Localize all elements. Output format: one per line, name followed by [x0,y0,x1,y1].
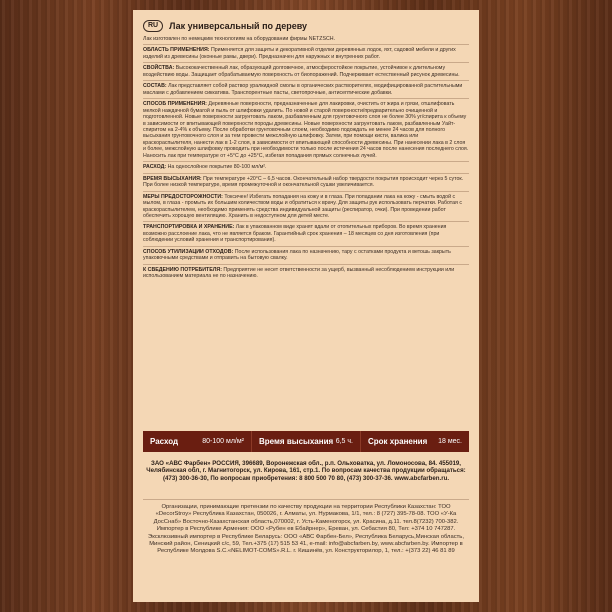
section-text: На однослойное покрытие 80-100 мл/м². [166,164,267,171]
product-title: Лак универсальный по дереву [169,21,308,31]
section-storage [143,221,469,243]
spec-label: Время высыхания [259,436,334,446]
section-properties [143,62,469,78]
section-heading: ОБЛАСТЬ ПРИМЕНЕНИЯ: [143,47,210,54]
spec-value: 18 мес. [438,438,462,445]
section-composition [143,80,469,96]
section-text: Применяется для защиты и декоративной отделки деревянных лодок, яхт, садовой мебели и других изделий из древесины (оконные рамы, двери). Предназначен для наружных и внутренних работ. [143,47,456,60]
section-heading: ТРАНСПОРТИРОВКА И ХРАНЕНИЕ: [143,224,235,231]
divider [143,499,469,500]
intro-text: Лак изготовлен по немецким технологиям на оборудовании фирмы NETZSCH. [143,36,336,42]
section-text: Деревянные поверхности, предназначенные для лакировки, очистить от жира и грязи, отшлифовать мелкой наждачной бумагой и пыль от шлифовки удалить. По новой и старой поверхности/предварительно очищенной и подготовленной. Новые поверхности загрунтовать лаком, разбавленным для грунтовочного слоя не более 30% уг/спирита к объему в зависимости от впитывающей поверхности породы древесины. Новые поверхности загрунтовать лаком, разбавленным Уайт-спиритом на 2-4% к объему. После обработки грунтовочным слоем, необходимо подождать не менее 24 часов для полного высыхания грунтовочного слоя и за тем провести межслойную шлифовку. Затем, при помощи кисти, валика или краскораспылителя, нанести лак в 1-2 слоя, в зависимости от впитывающей способности древесины. При нанесении лака в 2 слоя и более, межслойную шлифовку проводить при необходимости только после истечения 24 часов после нанесения последнего слоя. Наносить лак при температуре от +5°С до +25°С, избегая попадания прямых солнечных лучей. [143,101,469,159]
section-notice [143,264,469,280]
spec-value: 80-100 мл/м² [202,438,244,445]
instructions-body [143,36,469,280]
section-heading: СВОЙСТВА: [143,65,175,72]
spec-shelf-life [361,431,469,452]
section-heading: РАСХОД: [143,164,167,171]
section-text: Лак представляет собой раствор уралкидной смолы в органических растворителях, модифицированной растительными маслами с добавлением сиккатива. Транспорентные пасты, светопрочные, антисептические добавки. [143,83,463,96]
section-heading: СОСТАВ: [143,83,167,90]
label-header [143,19,307,33]
spec-label: Расход [150,436,179,446]
section-disposal [143,246,469,262]
section-area [143,44,469,60]
section-heading: МЕРЫ ПРЕДОСТОРОЖНОСТИ: [143,193,223,200]
spec-label: Срок хранения [368,436,428,446]
spec-drying [252,431,361,452]
section-heading: СПОСОБ ПРИМЕНЕНИЯ: [143,101,207,108]
section-text: Лак в упакованном виде хранят вдали от отопительных приборов. Во время хранения возможно расслоение лака, что не является браком. Гарантийный срок хранения – 18 месяцев со дня изготовления (при соблюдении условий хранения и транспортирования). [143,224,447,244]
manufacturer-info: ЗАО «АВС Фарбен» РОССИЯ, 396689, Воронежская обл., р.п. Ольховатка, ул. Ломоносова, 84. 455019, Челябинская обл, г. Магнитогорск, ул. Кирова, 161, стр.1. По вопросам качества продукции обращаться: (473) 300-36-30, По вопросам приобретения: 8 800 500 70 80, (473) 300-37-36. www.abcfarben.ru. [146,460,466,482]
spec-consumption [143,431,252,452]
section-drying [143,173,469,189]
label-panel [133,10,479,602]
section-text: Предприятие не несет ответственности за ущерб, вызванный несоблюдением инструкции или использованием материала не по назначению. [143,266,455,280]
section-consumption [143,161,469,170]
section-text: После использования лака по назначению, тару с остатками продукта и ветошь закрыть упаковочными средствами и отправить на бытовую свалку. [143,248,451,262]
specs-bar [143,431,469,452]
section-heading: ВРЕМЯ ВЫСЫХАНИЯ: [143,175,202,182]
language-badge: RU [143,20,163,32]
section-text: При температуре +20°С – 6,5 часов. Окончательный набор твердости покрытия происходит через 5 суток. При более низкой температуре, время промежуточной и окончательной сушки увеличивается. [143,175,464,189]
section-text: Токсичен! Избегать попадания на кожу и в глаза. При попадании лака на кожу - смыть водой с мылом, в глаза - промыть их большим количеством воды и обратиться к врачу. Для защиты рук использовать перчатки. Работая с краскораспылителем, необходимо применять средства индивидуальной защиты (респиратор, очки). При проведении работ обеспечить хорошую вентиляцию. Хранить в недоступном для детей месте. [143,193,462,219]
section-method [143,98,469,159]
section-heading: К СВЕДЕНИЮ ПОТРЕБИТЕЛЯ: [143,266,222,273]
section-text: Высококачественный лак, образующий долговечное, атмосферостойкое покрытие, устойчивое к длительному воздействию воды. Защищает обрабатываемую поверхность от биопоражений. Подчеркивает естественный рисунок древесины. [143,65,460,78]
importers-info: Организации, принимающие претензии по качеству продукции на территории Республики Казахстан: ТОО «DecorStroy» Республика Казахстан, 050026, г. Алматы, ул. Нурмакова, 1/1, тел.: 8 (727) 395-78-08. ТОО «У-Ка ДосСнаб» Восточно-Казахстанская область,070002, г. Усть-Каменогорск, ул. Красина, д.11. тел.8(7232) 700-382. Импортер в Республике Армения: ООО «Рубен ев Ебайрнер», Ереван, ул. Себастия 80, Тел: +374 10 747287. Эксклюзивный импортер в Республике Беларусь: ООО «АВС Фарбен-Бел», Республика Беларусь,Минская область, Минский район, Сеницкий с/с, 59, Тел.+375 (17) 515 53 41, e-mail: info@abcfarben.by, www.abcfarben.by. Импортер в Республике Молдова S.C.«NELIMOT-COMS».R.L. г. Кишинёв, ул. Конструкторилор, 1, тел.: +(373 22) 46 81 89 [148,504,464,555]
section-heading: СПОСОБ УТИЛИЗАЦИИ ОТХОДОВ: [143,248,234,255]
spec-value: 6,5 ч. [335,438,353,445]
section-safety [143,191,469,220]
